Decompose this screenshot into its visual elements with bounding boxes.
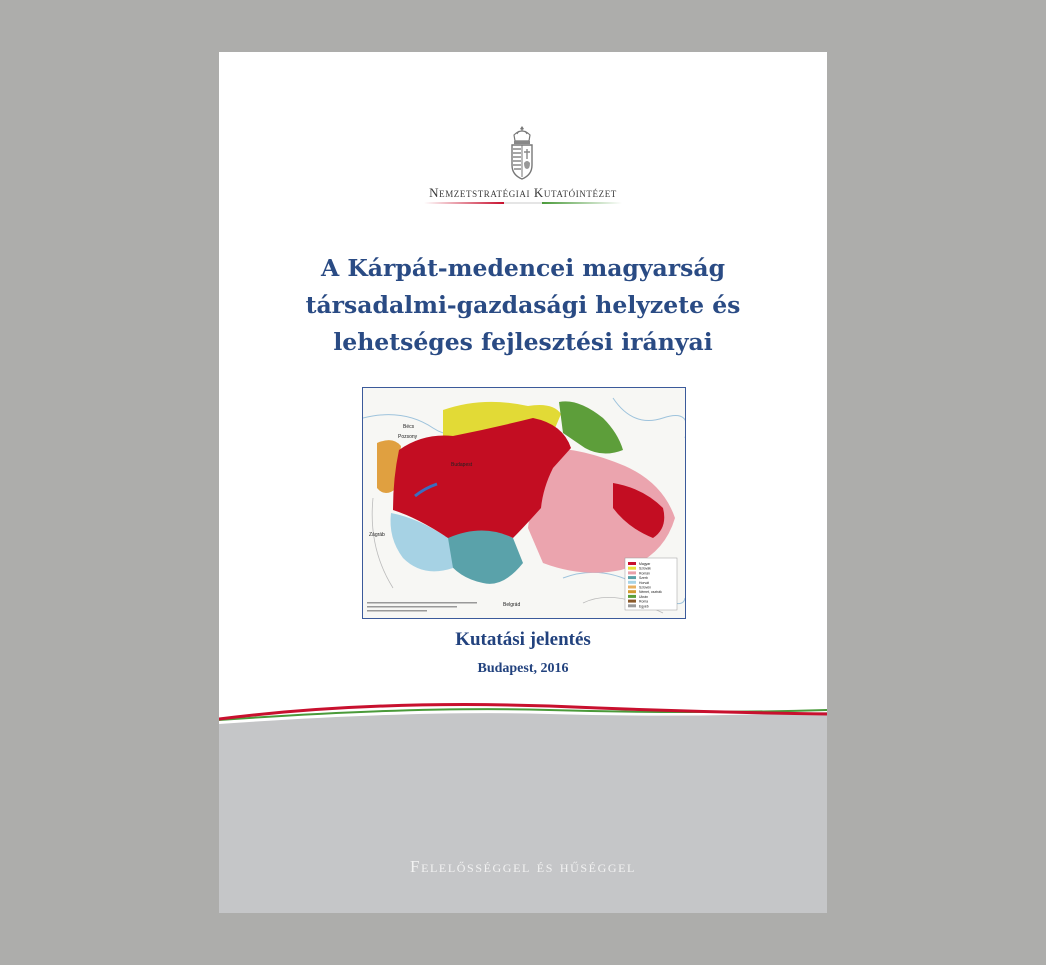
- legend-swatch: [628, 590, 636, 593]
- institute-name: Nemzetstratégiai Kutatóintézet: [429, 185, 617, 200]
- legend-label: Egyéb: [639, 604, 649, 609]
- document-cover: [219, 52, 827, 913]
- city-label-becs: Bécs: [403, 424, 415, 430]
- document-title: [239, 250, 807, 361]
- ethnic-map: [362, 387, 686, 619]
- title-line-2: társadalmi-gazdasági helyzete és: [305, 291, 741, 319]
- legend-label: Horvát: [639, 580, 649, 585]
- legend-swatch: [628, 586, 636, 589]
- city-label-belgrad: Belgrád: [503, 602, 521, 608]
- legend-label: Szlovák: [639, 566, 651, 571]
- legend-swatch: [628, 604, 636, 607]
- legend-label: Román: [639, 571, 650, 576]
- ethnic-map-graphic: [363, 388, 685, 618]
- footer-swoosh: [219, 702, 827, 913]
- institute-rule-red: [424, 202, 504, 204]
- legend-swatch: [628, 567, 636, 570]
- title-line-3: lehetséges fejlesztési irányai: [333, 328, 713, 356]
- legend-swatch: [628, 595, 636, 598]
- institute-rule-white: [504, 202, 542, 204]
- legend-swatch: [628, 571, 636, 574]
- place-and-date: Budapest, 2016: [477, 661, 569, 676]
- coat-of-arms-icon: [509, 125, 535, 181]
- city-label-pozsony: Pozsony: [398, 434, 418, 440]
- title-line-1: A Kárpát-medencei magyarság: [320, 254, 726, 282]
- institute-rule-green: [542, 202, 622, 204]
- legend-label: Ukrán: [639, 594, 649, 599]
- legend-label: Roma: [639, 599, 649, 604]
- legend-swatch: [628, 581, 636, 584]
- legend-swatch: [628, 576, 636, 579]
- legend-label: Magyar: [639, 562, 651, 566]
- city-label-zagrab: Zágráb: [369, 532, 385, 538]
- legend-label: Német, osztrák: [639, 590, 662, 595]
- legend-label: Szlovén: [639, 585, 652, 590]
- legend-label: Szerb: [639, 576, 648, 581]
- report-type: Kutatási jelentés: [455, 629, 591, 650]
- motto: Felelősséggel és hűséggel: [410, 857, 636, 876]
- city-label-budapest: Budapest: [451, 462, 473, 468]
- legend-swatch: [628, 562, 636, 565]
- legend-swatch: [628, 600, 636, 603]
